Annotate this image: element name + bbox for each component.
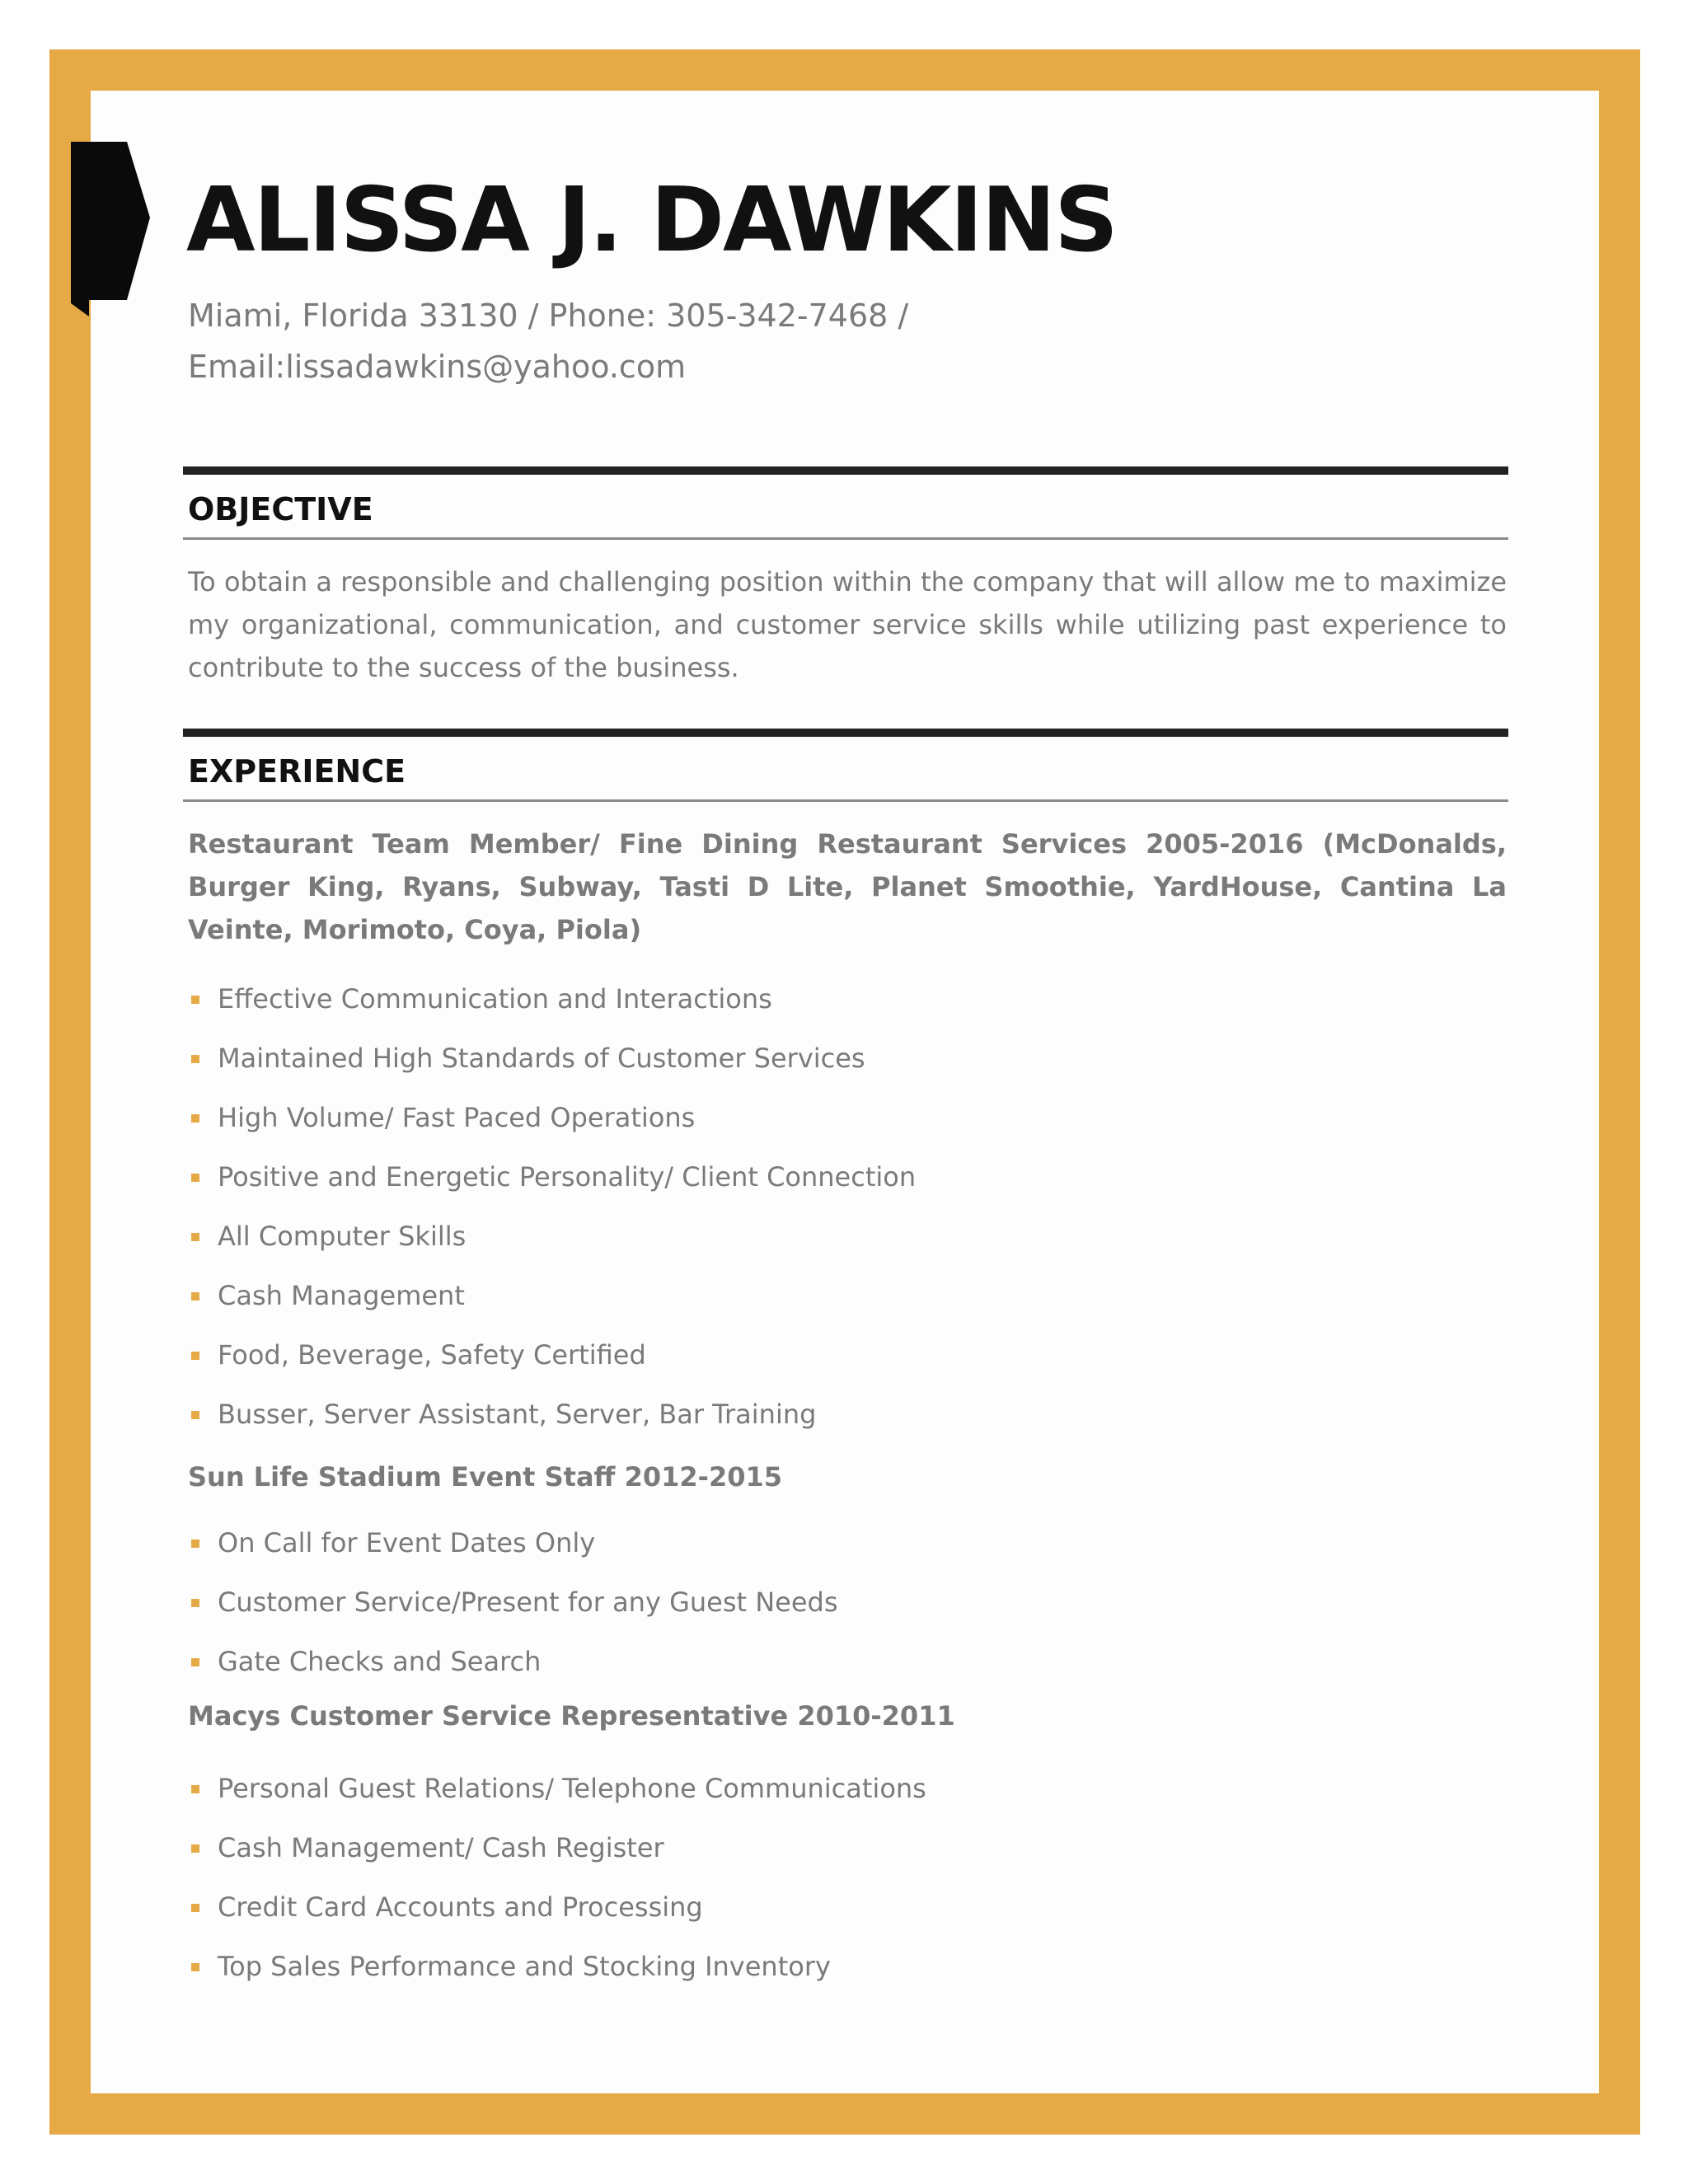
square-bullet-icon [191,1292,199,1301]
job-title: Macys Customer Service Representative 2010-2011 [188,1700,955,1732]
square-bullet-icon [191,1352,199,1360]
square-bullet-icon [191,996,199,1004]
square-bullet-icon [191,1599,199,1607]
experience-heading: EXPERIENCE [188,753,406,790]
list-item: Customer Service/Present for any Guest Needs [188,1572,1507,1632]
list-item: Maintained High Standards of Customer Services [188,1029,1507,1088]
square-bullet-icon [191,1055,199,1063]
job-title: Sun Life Stadium Event Staff 2012-2015 [188,1461,782,1493]
job-bullet-list [188,1513,1507,1691]
list-item: High Volume/ Fast Paced Operations [188,1088,1507,1147]
list-item: Cash Management [188,1266,1507,1325]
objective-heading: OBJECTIVE [188,491,373,527]
list-item: Top Sales Performance and Stocking Inventory [188,1937,1507,1996]
black-pentagon-tab-icon [71,142,150,316]
square-bullet-icon [191,1411,199,1419]
list-item: Cash Management/ Cash Register [188,1818,1507,1877]
list-item: Credit Card Accounts and Processing [188,1877,1507,1937]
list-item: Personal Guest Relations/ Telephone Communications [188,1759,1507,1818]
square-bullet-icon [191,1174,199,1182]
job-bullet-list [188,969,1507,1444]
candidate-name: ALISSA J. DAWKINS [186,169,1117,272]
square-bullet-icon [191,1540,199,1548]
list-item: Food, Beverage, Safety Certified [188,1325,1507,1385]
square-bullet-icon [191,1963,199,1971]
contact-info [188,290,1424,392]
job-title: Restaurant Team Member/ Fine Dining Restaurant Services 2005-2016 (McDonalds, Burger King, Ryans, Subway, Tasti D Lite, Planet Smoothie, YardHouse, Cantina La Veinte, Morimoto, Coya, Piola) [188,828,1507,945]
contact-email: Email:lissadawkins@yahoo.com [188,349,687,385]
list-item: Effective Communication and Interactions [188,969,1507,1029]
job-bullet-list [188,1759,1507,1996]
objective-section-header [183,466,1508,540]
square-bullet-icon [191,1904,199,1912]
objective-text: To obtain a responsible and challenging position within the company that will allow me to maximize my organizational, communication, and customer service skills while utilizing past experience to contribute to the success of the business. [188,566,1507,683]
contact-address-phone: Miami, Florida 33130 / Phone: 305-342-7468 / [188,298,909,334]
section-divider-thick [183,466,1508,475]
list-item: All Computer Skills [188,1207,1507,1266]
experience-section-header [183,729,1508,802]
list-item: Gate Checks and Search [188,1632,1507,1691]
square-bullet-icon [191,1785,199,1793]
square-bullet-icon [191,1658,199,1666]
square-bullet-icon [191,1233,199,1241]
section-divider-thick [183,729,1508,737]
square-bullet-icon [191,1114,199,1122]
list-item: On Call for Event Dates Only [188,1513,1507,1572]
list-item: Busser, Server Assistant, Server, Bar Training [188,1385,1507,1444]
square-bullet-icon [191,1844,199,1853]
section-divider-thin [183,537,1508,540]
list-item: Positive and Energetic Personality/ Client Connection [188,1147,1507,1207]
section-divider-thin [183,799,1508,802]
